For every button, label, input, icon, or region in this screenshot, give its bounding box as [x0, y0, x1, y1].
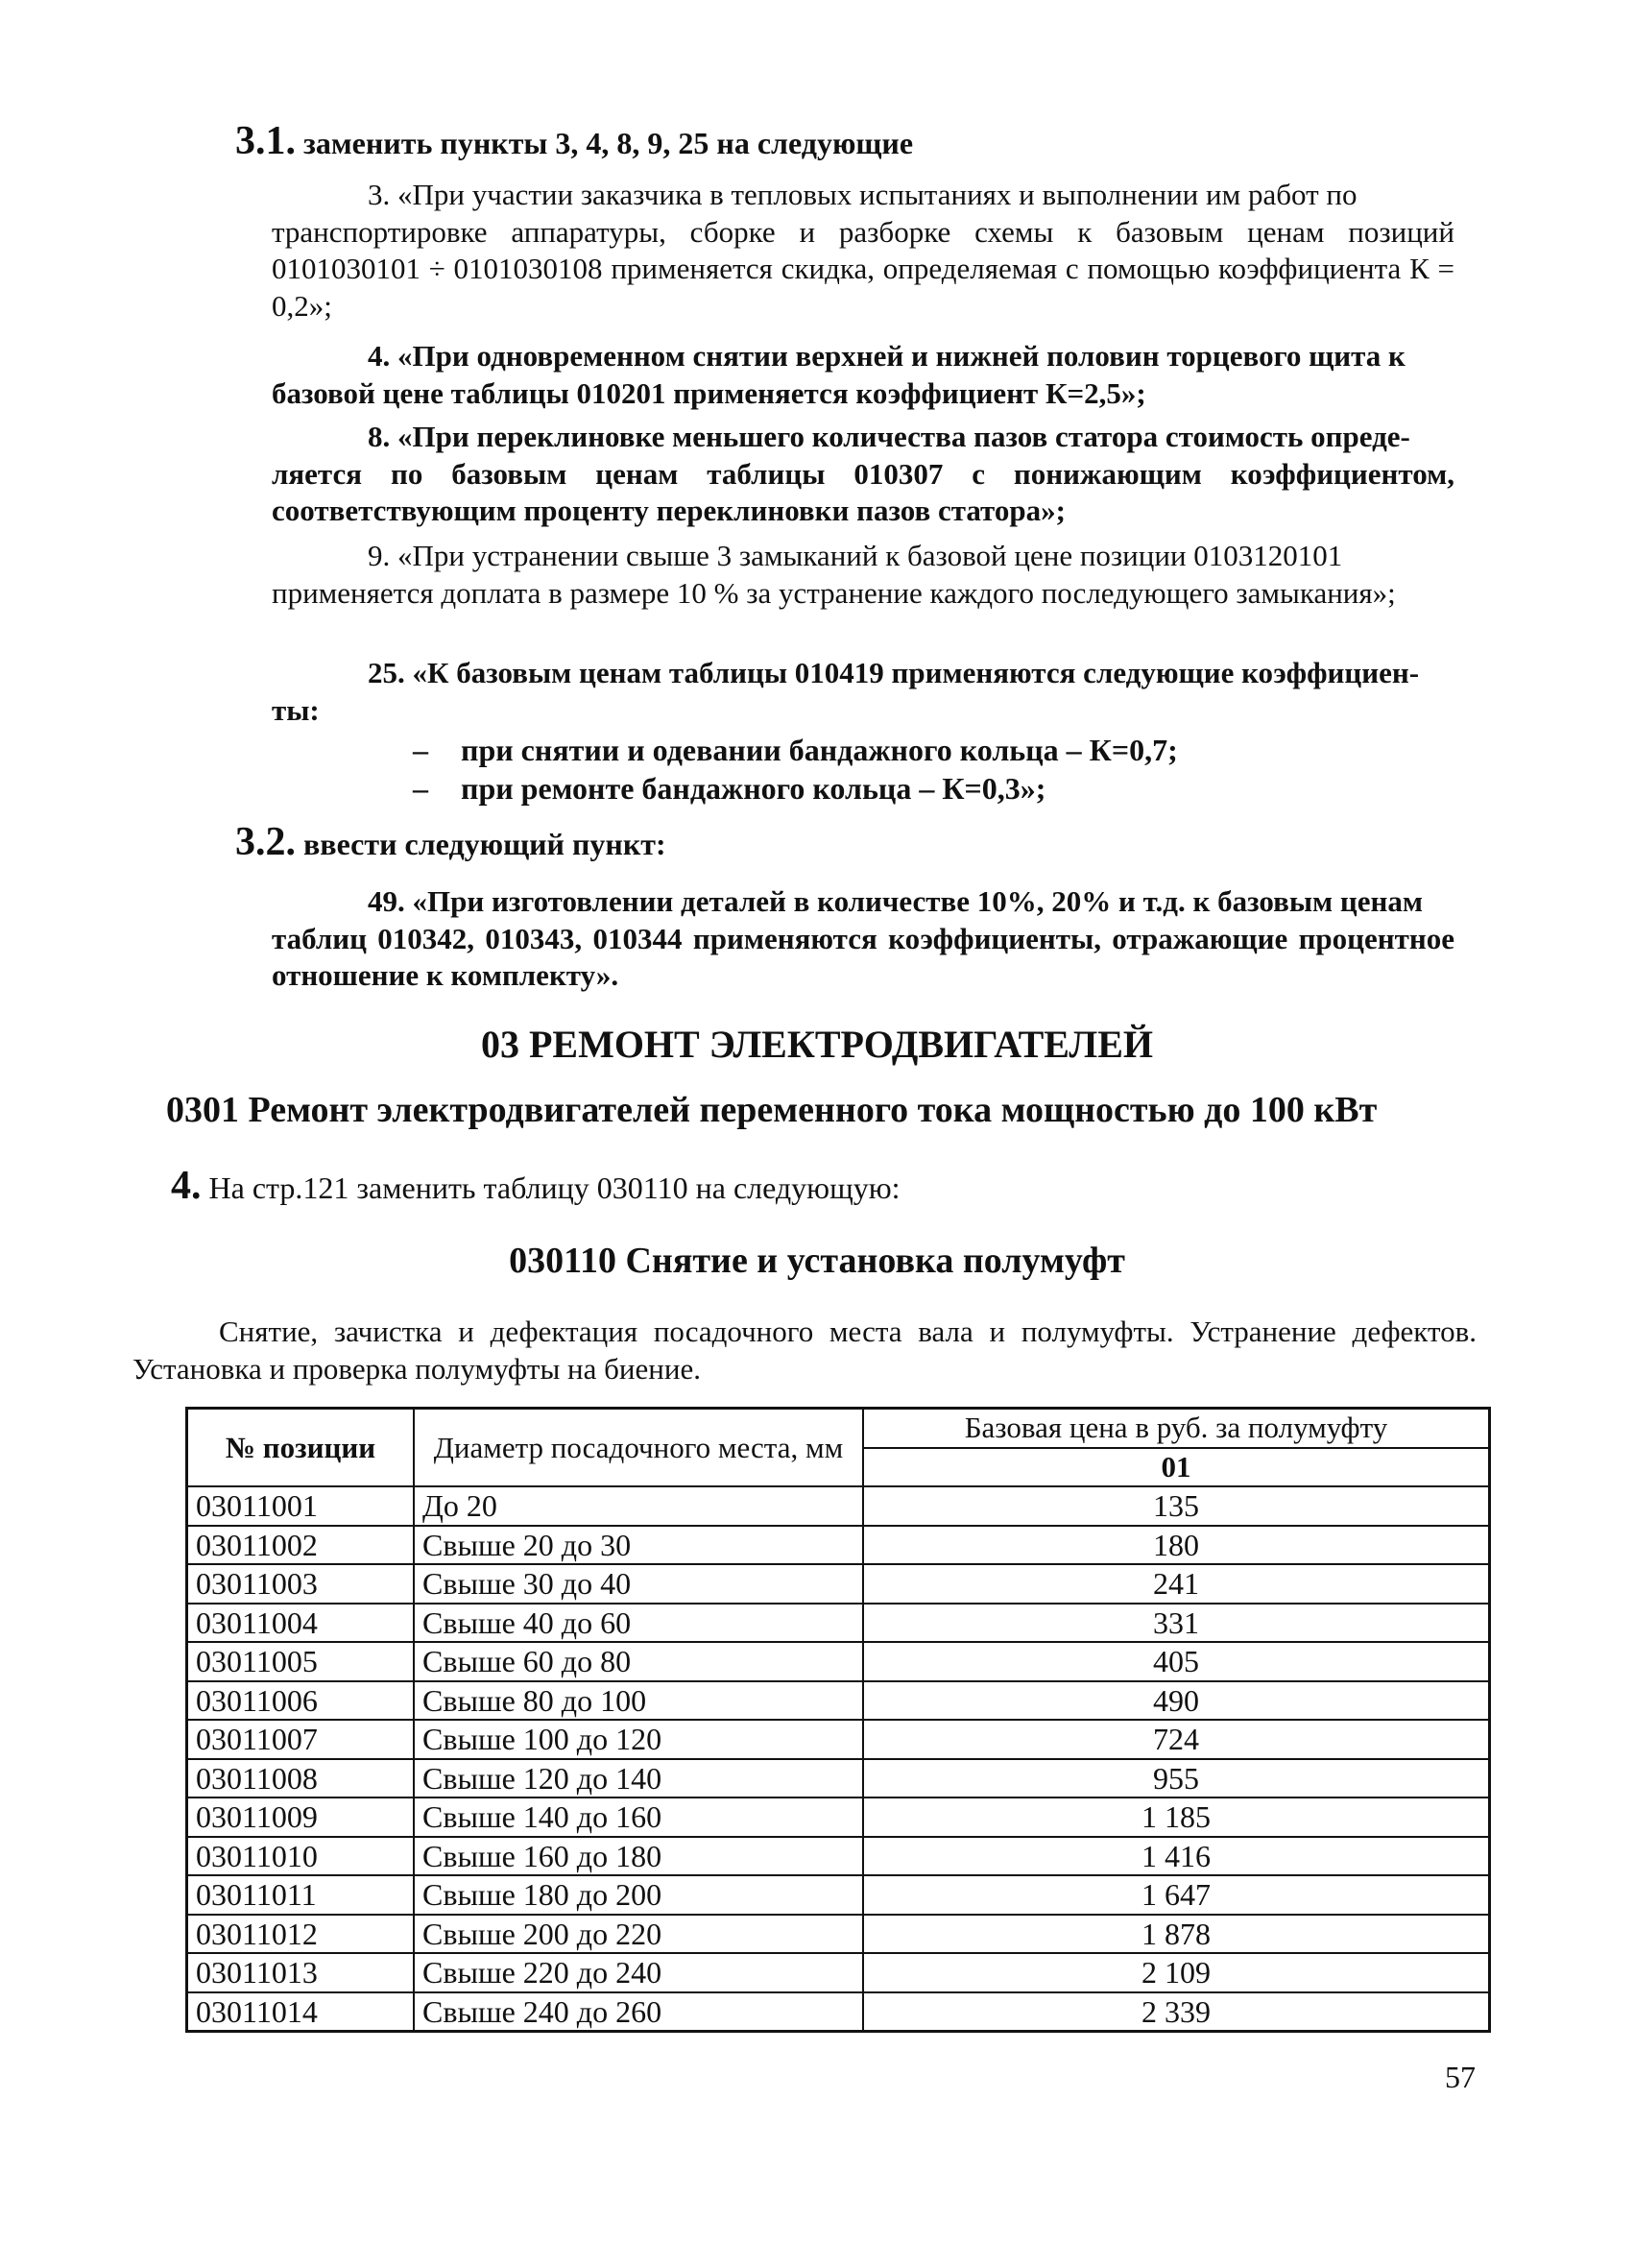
row-diameter: Свыше 160 до 180 — [414, 1837, 863, 1876]
row-code: 03011001 — [187, 1486, 415, 1526]
row-code: 03011004 — [187, 1604, 415, 1643]
section-3-1-text: заменить пункты 3, 4, 8, 9, 25 на следующие — [303, 126, 914, 160]
item-8 — [272, 419, 1454, 530]
table-row — [187, 1759, 1490, 1798]
row-price: 1 416 — [863, 1837, 1490, 1876]
row-price: 331 — [863, 1604, 1490, 1643]
row-code: 03011011 — [187, 1875, 415, 1915]
dash-item-2: – при ремонте бандажного кольца – К=0,3»; — [413, 771, 1046, 806]
row-price: 241 — [863, 1564, 1490, 1604]
row-price: 1 878 — [863, 1915, 1490, 1954]
row-price: 490 — [863, 1681, 1490, 1721]
section-4-text: На стр.121 заменить таблицу 030110 на следующую: — [208, 1170, 901, 1205]
row-price: 2 339 — [863, 1992, 1490, 2032]
row-diameter: Свыше 60 до 80 — [414, 1642, 863, 1681]
row-diameter: Свыше 220 до 240 — [414, 1953, 863, 1992]
row-diameter: Свыше 200 до 220 — [414, 1915, 863, 1954]
row-diameter: Свыше 20 до 30 — [414, 1526, 863, 1565]
section-3-2-text: ввести следующий пункт: — [303, 827, 666, 861]
row-price: 724 — [863, 1720, 1490, 1759]
row-code: 03011014 — [187, 1992, 415, 2032]
row-code: 03011013 — [187, 1953, 415, 1992]
subchapter-heading: 0301 Ремонт электродвигателей переменного тока мощностью до 100 кВт — [166, 1090, 1378, 1130]
dash-item-2-text: при ремонте бандажного кольца – К=0,3»; — [461, 771, 1046, 806]
row-diameter: Свыше 180 до 200 — [414, 1875, 863, 1915]
table-row — [187, 1642, 1490, 1681]
header-price: Базовая цена в руб. за полумуфту — [863, 1409, 1490, 1448]
row-diameter: Свыше 140 до 160 — [414, 1798, 863, 1837]
item-4-first-line: 4. «При одновременном снятии верхней и нижней половин торцевого щита к — [368, 339, 1406, 373]
item-49-rest: таблиц 010342, 010343, 010344 применяются коэффициенты, отражающие процентное отношение к комплекту». — [272, 921, 1454, 992]
header-price-col: 01 — [863, 1448, 1490, 1487]
item-3 — [272, 177, 1454, 325]
row-code: 03011008 — [187, 1759, 415, 1798]
row-code: 03011005 — [187, 1642, 415, 1681]
row-diameter: Свыше 30 до 40 — [414, 1564, 863, 1604]
table-body — [187, 1486, 1490, 2032]
row-price: 135 — [863, 1486, 1490, 1526]
table-description: Снятие, зачистка и дефектация посадочного места вала и полумуфты. Устранение дефектов. Установка и проверка полумуфты на биение. — [132, 1315, 1477, 1386]
chapter-heading: 03 РЕМОНТ ЭЛЕКТРОДВИГАТЕЛЕЙ — [480, 1023, 1154, 1066]
item-4 — [272, 338, 1454, 412]
table-row — [187, 1992, 1490, 2032]
item-25-rest: ты: — [272, 692, 320, 727]
item-49-first-line: 49. «При изготовлении деталей в количестве 10%, 20% и т.д. к базовым ценам — [368, 884, 1423, 918]
row-price: 180 — [863, 1526, 1490, 1565]
dash-item-1: – при снятии и одевании бандажного кольца – К=0,7; — [413, 733, 1178, 767]
section-4-number: 4. — [171, 1164, 202, 1208]
row-diameter: Свыше 40 до 60 — [414, 1604, 863, 1643]
item-4-rest: базовой цене таблицы 010201 применяется коэффициент К=2,5»; — [272, 375, 1146, 410]
row-code: 03011007 — [187, 1720, 415, 1759]
section-3-2-line — [235, 820, 666, 864]
item-9 — [272, 538, 1454, 612]
section-4-line — [171, 1164, 901, 1208]
table-row — [187, 1720, 1490, 1759]
row-code: 03011010 — [187, 1837, 415, 1876]
table-row — [187, 1837, 1490, 1876]
table-row — [187, 1526, 1490, 1565]
row-price: 2 109 — [863, 1953, 1490, 1992]
row-price: 405 — [863, 1642, 1490, 1681]
section-3-1-line — [235, 119, 914, 163]
row-diameter: Свыше 120 до 140 — [414, 1759, 863, 1798]
table-row — [187, 1915, 1490, 1954]
header-position: № позиции — [187, 1409, 415, 1487]
item-3-rest: транспортировке аппаратуры, сборке и разборке схемы к базовым ценам позиций 0101030101 ÷ 0101030108 применяется скидка, определяемая с помощью коэффициента К = 0,2»; — [272, 214, 1454, 323]
table-row — [187, 1486, 1490, 1526]
table-row — [187, 1564, 1490, 1604]
table-row — [187, 1604, 1490, 1643]
table-row — [187, 1953, 1490, 1992]
item-8-rest: ляется по базовым ценам таблицы 010307 с понижающим коэффициентом, соответствующим проценту переклиновки пазов статора»; — [272, 456, 1454, 527]
row-price: 955 — [863, 1759, 1490, 1798]
page-number: 57 — [1445, 2060, 1476, 2094]
item-25-first-line: 25. «К базовым ценам таблицы 010419 применяются следующие коэффициен- — [368, 656, 1420, 689]
row-code: 03011009 — [187, 1798, 415, 1837]
header-diameter: Диаметр посадочного места, мм — [414, 1409, 863, 1487]
table-heading: 030110 Снятие и установка полумуфт — [509, 1241, 1125, 1281]
row-diameter: До 20 — [414, 1486, 863, 1526]
item-3-first-line: 3. «При участии заказчика в тепловых испытаниях и выполнении им работ по — [368, 178, 1358, 211]
row-code: 03011003 — [187, 1564, 415, 1604]
row-diameter: Свыше 80 до 100 — [414, 1681, 863, 1721]
item-25 — [272, 655, 1454, 729]
item-49 — [272, 883, 1454, 995]
row-price: 1 647 — [863, 1875, 1490, 1915]
row-code: 03011002 — [187, 1526, 415, 1565]
table-header-row — [187, 1409, 1490, 1448]
row-diameter: Свыше 240 до 260 — [414, 1992, 863, 2032]
dash-item-1-text: при снятии и одевании бандажного кольца – К=0,7; — [461, 733, 1178, 767]
row-code: 03011006 — [187, 1681, 415, 1721]
row-price: 1 185 — [863, 1798, 1490, 1837]
item-8-first-line: 8. «При переклиновке меньшего количества пазов статора стоимость опреде- — [368, 420, 1410, 453]
row-code: 03011012 — [187, 1915, 415, 1954]
table-row — [187, 1875, 1490, 1915]
section-3-1-number: 3.1. — [235, 119, 296, 163]
section-3-2-number: 3.2. — [235, 820, 296, 864]
price-table — [185, 1407, 1491, 2033]
table-row — [187, 1681, 1490, 1721]
item-9-first-line: 9. «При устранении свыше 3 замыканий к базовой цене позиции 0103120101 — [368, 539, 1343, 572]
row-diameter: Свыше 100 до 120 — [414, 1720, 863, 1759]
table-row — [187, 1798, 1490, 1837]
item-9-rest: применяется доплата в размере 10 % за устранение каждого последующего замыкания»; — [272, 575, 1396, 610]
